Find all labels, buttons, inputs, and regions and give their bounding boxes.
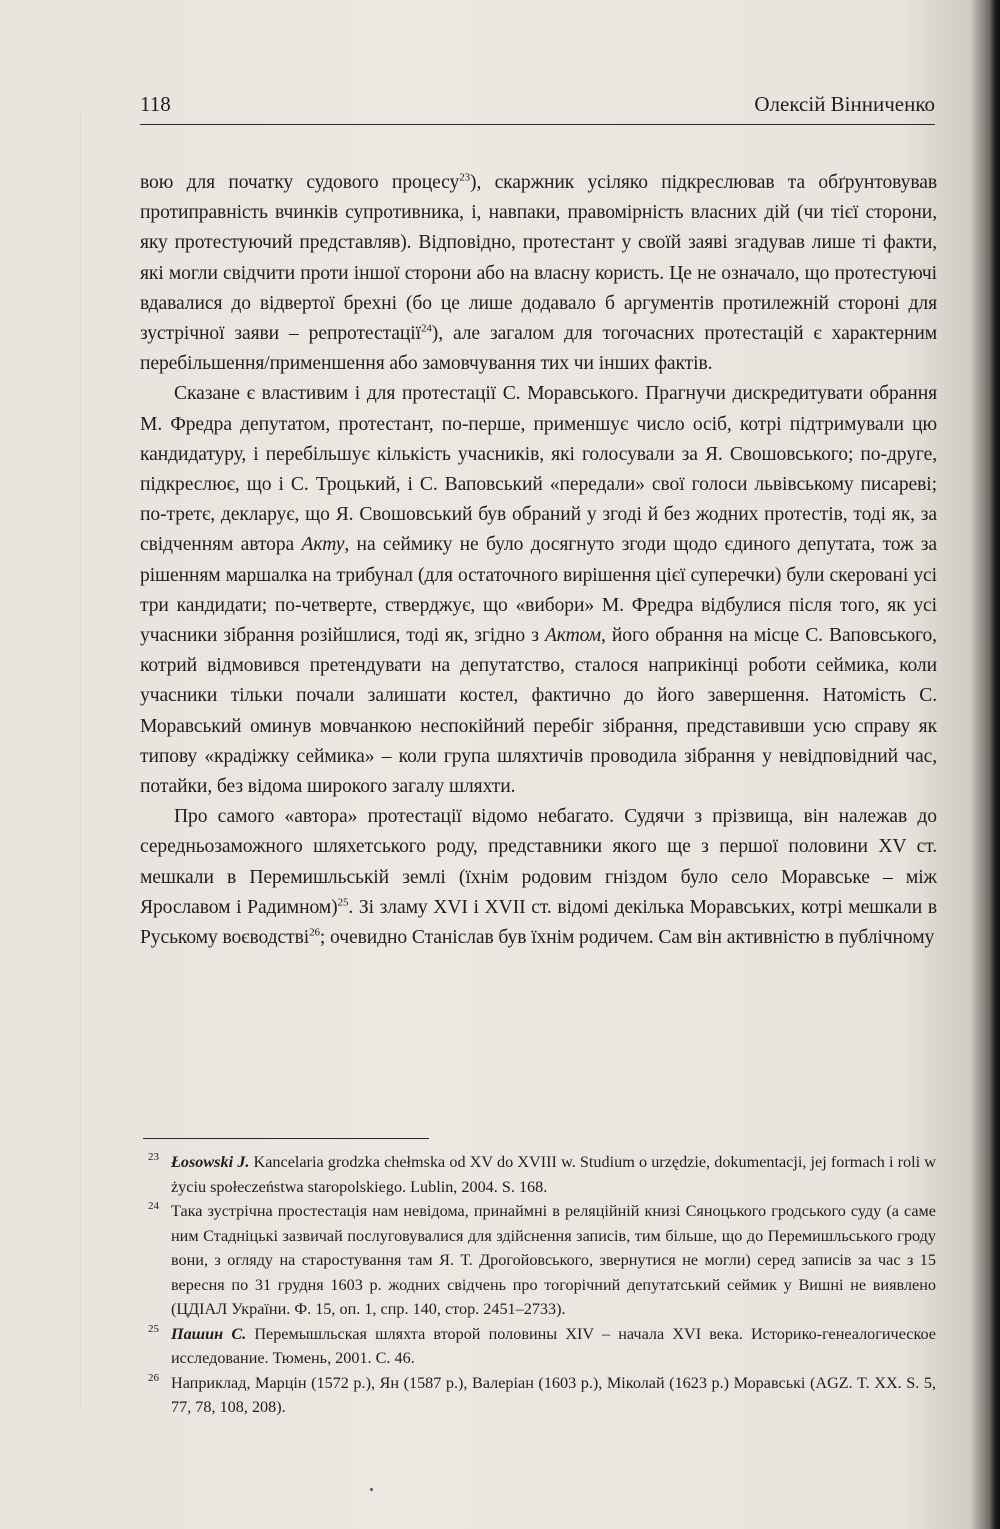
footnote-author: Пашин С. xyxy=(171,1324,247,1343)
paragraph-2: Сказане є властивим і для протестації С. Моравського. Прагнучи дискредитувати обрання М. Фредра депутатом, протестант, по-перше, применшує число осіб, котрі підтримували цю кандидатуру, і перебільшує кількість учасників, які голосували за Я. Свошовського; по-друге, підкреслює, що і С. Троцький, і С. Ваповський «передали» свої голоси львівському писареві; по-третє, декларує, що Я. Свошовський був обраний у згоді й без жодних протестів, тоді як, за свідченням автора Акту, на сеймику не було досягнуто згоди щодо єдиного депутата, тож за рішенням маршалка на трибунал (для остаточного вирішення цієї суперечки) були скеровані усі три кандидати; по-четверте, стверджує, що «вибори» М. Фредра відбулися після того, як усі учасники зібрання розійшлися, тоді як, згідно з Актом, його обрання на місце С. Ваповського, котрий відмовився претендувати на депутатство, сталося наприкінці роботи сеймика, коли учасники тільки почали залишати костел, фактично до його завершення. Натомість С. Моравський оминув мовчанкою неспокійний перебіг зібрання, представивши усю справу як типову «крадіжку сеймика» – коли група шляхтичів проводила зібрання у невідповідний час, потайки, без відома широкого загалу шляхти. xyxy=(140,383,937,798)
footnote-23 xyxy=(143,1150,936,1199)
footnote-25 xyxy=(143,1322,936,1371)
bleed-through-decoration xyxy=(80,110,141,1410)
italic-term-akt: Акту xyxy=(301,534,345,556)
footnote-text: Kancelaria grodzka chełmska od XV do XVIII w. Studium o urzędzie, dokumentacji, jej formach i roli w życiu społeczeństwa staropolskiego. Lublin, 2004. S. 168. xyxy=(171,1153,936,1196)
footnotes xyxy=(143,1150,936,1420)
paragraph-3: Про самого «автора» протестації відомо небагато. Судячи з прізвища, він належав до середньозаможного шляхетського роду, представники якого ще з першої половини XV ст. мешкали в Перемишльській землі (їхнім родовим гніздом було село Моравське – між Ярославом і Радимном)$^{25}$. Зі зламу XVI і XVII ст. відомі декілька Моравських, котрі мешкали в Руському воєводстві$^{26}$; очевидно Станіслав був їхнім родичем. Сам він активністю в публічному xyxy=(140,806,937,949)
footnote-ref-26[interactable]: 26 xyxy=(309,926,320,939)
footnote-26 xyxy=(143,1371,936,1420)
paragraph-1: вою для початку судового процесу$^{23}$), скаржник усіляко підкреслював та обґрунтовував протиправність вчинків супротивника, і, навпаки, правомірність власних дій (чи тієї сторони, яку протестуючий представляв). Відповідно, протестант у своїй заяві згадував лише ті факти, які могли свідчити проти іншої сторони або на власну користь. Це не означало, що протестуючі вдавалися до відвертої брехні (бо це лише додавало б аргументів протилежній стороні для зустрічної заяви – репротестації$^{24}$), але загалом для тогочасних протестацій є характерним перебільшення/применшення або замовчування тих чи інших фактів. xyxy=(140,171,937,375)
running-header xyxy=(140,90,935,125)
running-head-author: Олексій Вінниченко xyxy=(754,92,935,116)
footnote-number: 23 xyxy=(148,1151,159,1163)
footnote-ref-25[interactable]: 25 xyxy=(337,896,349,909)
footnote-author: Łosowski J. xyxy=(171,1153,250,1171)
page-edge-shadow xyxy=(990,0,1000,1529)
italic-term-aktom: Актом xyxy=(544,625,602,647)
footnote-ref-23[interactable]: 23 xyxy=(459,171,471,184)
page-number: 118 xyxy=(140,92,171,116)
footnote-number: 24 xyxy=(148,1200,159,1212)
footnote-separator xyxy=(143,1138,429,1139)
footnote-number: 25 xyxy=(148,1322,159,1335)
footnote-ref-24[interactable]: 24 xyxy=(420,322,432,335)
footnote-text: Перемышльская шляхта второй половины XIV – начала XVI века. Историко-генеалогическое исследование. Тюмень, 2001. С. 46. xyxy=(171,1324,936,1367)
footnote-number: 26 xyxy=(148,1371,159,1384)
footnote-text: Наприклад, Марцін (1572 р.), Ян (1587 р.), Валеріан (1603 р.), Міколай (1623 р.) Моравські (AGZ. T. XX. S. 5, 77, 78, 108, 208). xyxy=(171,1373,936,1416)
paper-speck xyxy=(370,1488,373,1491)
main-text xyxy=(140,168,937,953)
footnote-text: Така зустрічна простестація нам невідома, принаймні в реляційній книзі Сяноцького гродського суду (а саме ним Стадніцькі зазвичай послуговувалися для здійснення записів, тим більше, що до Перемишльського гроду вони, з огляду на старостування там Я. Т. Дрогойовського, звернутися не могли) серед записів за час з 15 вересня по 31 грудня 1603 р. жодних свідчень про тогорічний депутатський сеймик у Вишні не виявлено (ЦДІАЛ України. Ф. 15, оп. 1, спр. 140, стор. 2451–2733). xyxy=(171,1202,936,1318)
footnote-24 xyxy=(143,1199,936,1322)
